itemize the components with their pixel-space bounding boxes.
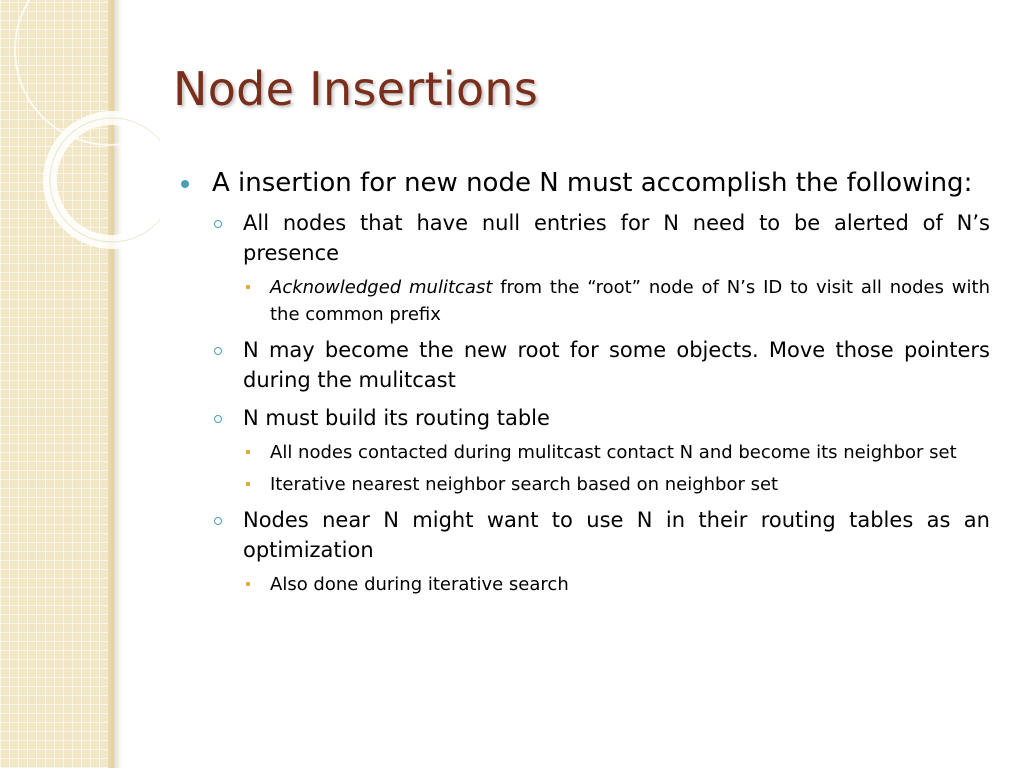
bullet-ring-icon — [214, 220, 222, 228]
bullet-level1 — [180, 166, 990, 201]
bullet-ring-icon — [214, 415, 222, 423]
bullet-level3 — [243, 471, 990, 498]
bullet-square-icon — [246, 450, 250, 454]
bullet-ring-icon — [214, 517, 222, 525]
bullet-level2 — [212, 505, 990, 565]
bullet-level3 — [243, 439, 990, 466]
decorative-rings-icon — [0, 0, 160, 260]
bullet-level3 — [243, 571, 990, 598]
bullet-dot-icon — [181, 180, 189, 188]
bullet-square-icon — [246, 482, 250, 486]
bullet-text: N must build its routing table — [243, 406, 550, 430]
bullet-text: from the “root” node of N’s ID to visit all nodes with the common prefix — [270, 277, 990, 325]
bullet-text: Also done during iterative search — [270, 574, 569, 595]
bullet-level2 — [212, 208, 990, 268]
bullet-text: All nodes contacted during mulitcast contact N and become its neighbor set — [270, 442, 957, 463]
bullet-text: N may become the new root for some objects. Move those pointers during the mulitcast — [243, 338, 990, 392]
bullet-square-icon — [246, 285, 250, 289]
bullet-level2 — [212, 335, 990, 395]
bullet-text: Iterative nearest neighbor search based on neighbor set — [270, 474, 779, 495]
bullet-square-icon — [246, 582, 250, 586]
bullet-ring-icon — [214, 347, 222, 355]
slide-content — [180, 166, 990, 605]
bullet-level3 — [243, 274, 990, 328]
bullet-text: All nodes that have null entries for N need to be alerted of N’s presence — [243, 211, 990, 265]
bullet-text: Nodes near N might want to use N in their routing tables as an optimization — [243, 508, 990, 562]
slide-title: Node Insertions — [173, 62, 539, 116]
bullet-text: A insertion for new node N must accomplish the following: — [212, 168, 973, 198]
bullet-emphasis-text: Acknowledged mulitcast — [270, 277, 493, 298]
bullet-level2 — [212, 403, 990, 433]
